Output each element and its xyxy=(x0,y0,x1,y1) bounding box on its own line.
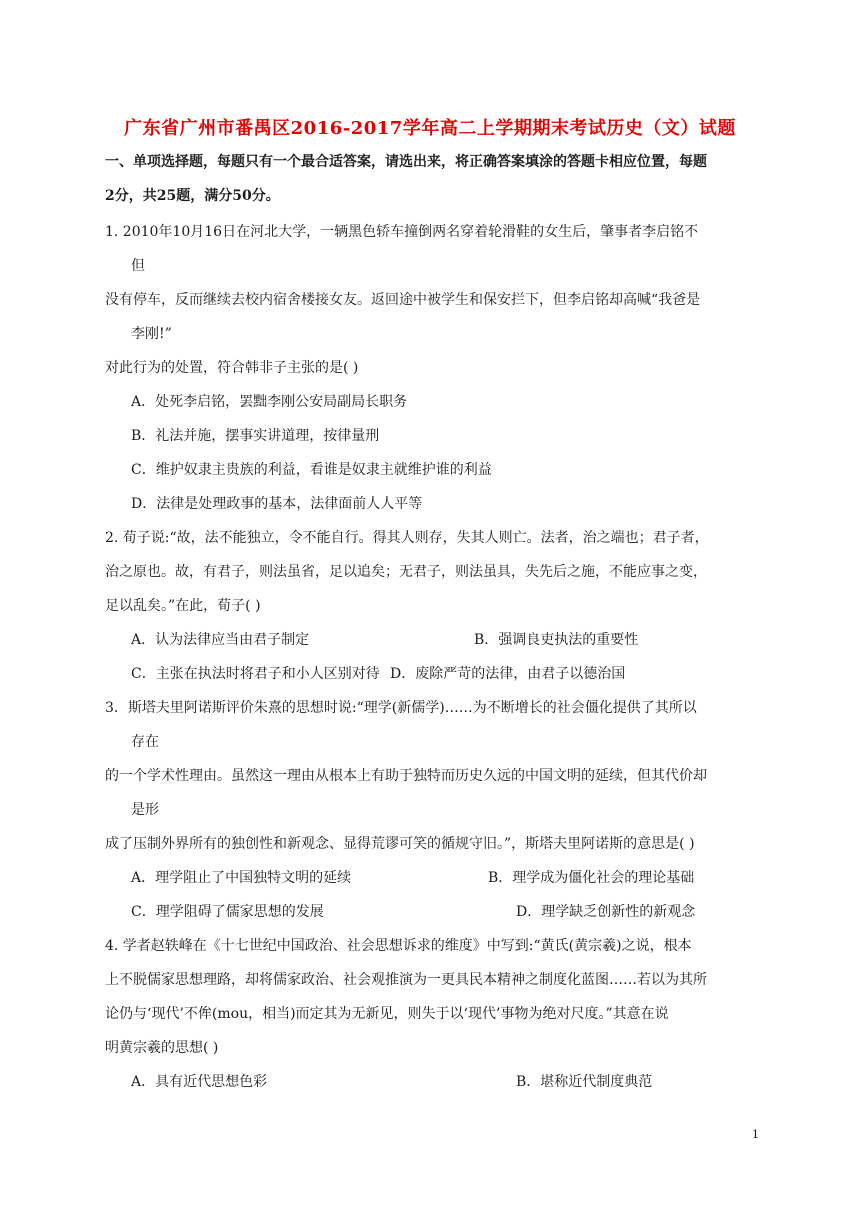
page-number: 1 xyxy=(752,1128,759,1141)
question-4-text: 上不脱儒家思想理路，却将儒家政治、社会观推演为一更具民本精神之制度化蓝图……若以为其所 xyxy=(105,972,707,988)
question-4-text: 论仍与‘现代’不侔(mou，相当)而定其为无新见，则失于以‘现代’事物为绝对尺度。”其意在说 xyxy=(105,1006,669,1022)
question-2-option-a: A．认为法律应当由君子制定 xyxy=(131,632,310,648)
question-1-option-a: A．处死李启铭，罢黜李刚公安局副局长职务 xyxy=(131,394,408,410)
question-1-text: 1. 2010年10月16日在河北大学，一辆黑色轿车撞倒两名穿着轮滑鞋的女生后，肇事者李启铭不 xyxy=(105,224,699,240)
question-3-text: 3．斯塔夫里阿诺斯评价朱熹的思想时说:“理学(新儒学)……为不断增长的社会僵化提供了其所以 xyxy=(105,700,697,716)
question-4-prompt: 明黄宗羲的思想( ) xyxy=(105,1040,219,1056)
question-2-option-b: B．强调良吏执法的重要性 xyxy=(474,632,639,648)
question-1-text: 但 xyxy=(131,258,145,274)
question-3-prompt: 成了压制外界所有的独创性和新观念、显得荒谬可笑的循规守旧。”，斯塔夫里阿诺斯的意思是( ) xyxy=(105,836,695,852)
question-2-prompt: 足以乱矣。”在此，荀子( ) xyxy=(105,598,261,614)
question-1-option-d: D．法律是处理政事的基本，法律面前人人平等 xyxy=(131,496,423,512)
section-heading-cont: 2分，共25题，满分50分。 xyxy=(105,188,280,204)
question-4-option-b: B．堪称近代制度典范 xyxy=(516,1074,653,1090)
question-1-option-b: B．礼法并施，摆事实讲道理，按律量刑 xyxy=(131,428,380,444)
section-heading: 一、单项选择题，每题只有一个最合适答案，请选出来，将正确答案填涂的答题卡相应位置，每题 xyxy=(105,154,707,170)
question-2-option-d: D．废除严苛的法律，由君子以德治国 xyxy=(390,666,626,682)
question-2-text: 治之原也。故，有君子，则法虽省，足以追矣；无君子，则法虽具，失先后之施，不能应事之变， xyxy=(105,564,707,580)
question-3-option-d: D．理学缺乏创新性的新观念 xyxy=(516,904,696,920)
document-title: 广东省广州市番禺区2016-2017学年高二上学期期末考试历史（文）试题 xyxy=(124,118,736,139)
question-3-text: 的一个学术性理由。虽然这一理由从根本上有助于独特而历史久远的中国文明的延续，但其代价却 xyxy=(105,768,707,784)
question-3-text: 是形 xyxy=(131,802,159,818)
question-2-option-c: C．主张在执法时将君子和小人区别对待 xyxy=(131,666,380,682)
question-1-prompt: 对此行为的处置，符合韩非子主张的是( ) xyxy=(105,360,359,376)
question-3-text: 存在 xyxy=(131,734,159,750)
question-1-text: 李刚!” xyxy=(131,326,172,342)
question-3-option-c: C．理学阻碍了儒家思想的发展 xyxy=(131,904,324,920)
question-4-text: 4. 学者赵轶峰在《十七世纪中国政治、社会思想诉求的维度》中写到:“黄氏(黄宗羲)之说，根本 xyxy=(105,938,692,954)
question-3-option-b: B．理学成为僵化社会的理论基础 xyxy=(488,870,695,886)
question-4-option-a: A．具有近代思想色彩 xyxy=(131,1074,268,1090)
question-2-text: 2. 荀子说:“故，法不能独立，令不能自行。得其人则存，失其人则亡。法者，治之端也；君子者， xyxy=(105,530,709,546)
question-3-option-a: A．理学阻止了中国独特文明的延续 xyxy=(131,870,352,886)
question-1-text: 没有停车，反而继续去校内宿舍楼接女友。返回途中被学生和保安拦下，但李启铭却高喊“我爸是 xyxy=(105,292,701,308)
question-1-option-c: C．维护奴隶主贵族的利益，看谁是奴隶主就维护谁的利益 xyxy=(131,462,492,478)
